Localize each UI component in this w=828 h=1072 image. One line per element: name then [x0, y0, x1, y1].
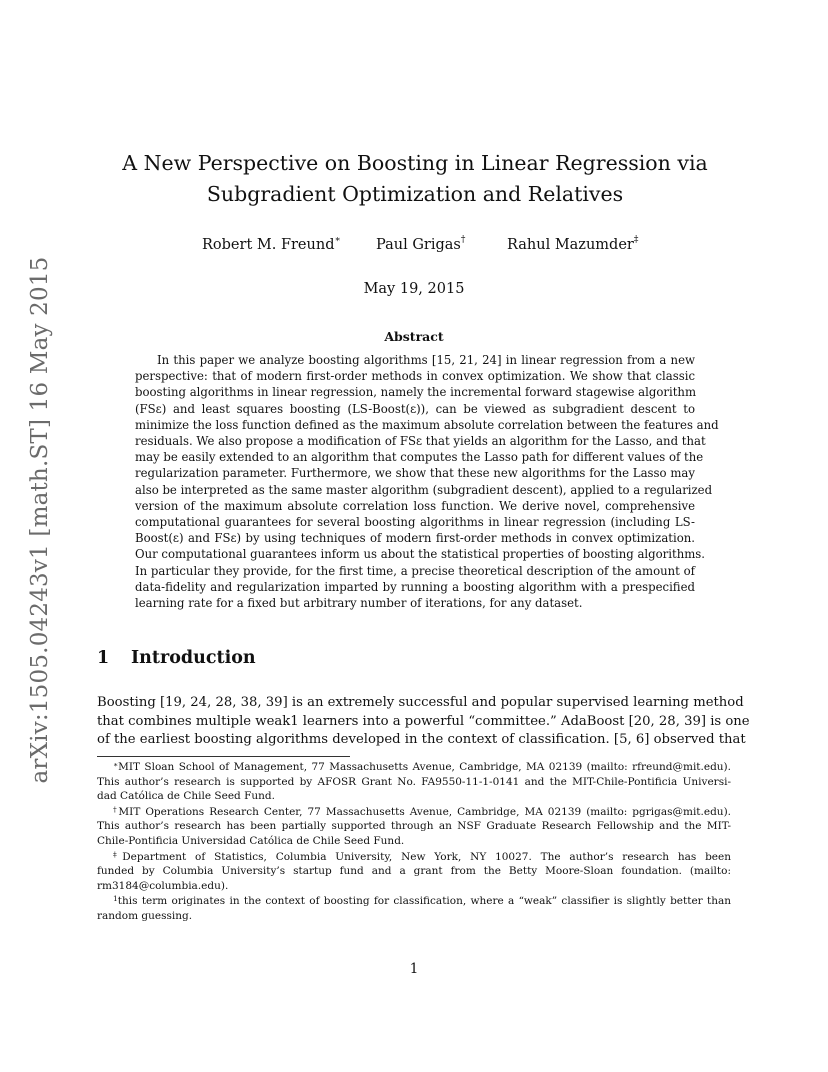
abstract-line: learning rate for a fixed but arbitrary number of iterations, for any dataset.: [135, 596, 583, 611]
footnotes: [97, 760, 731, 925]
footnote-text: MIT Sloan School of Management, 77 Massachusetts Avenue, Cambridge, MA 02139 (mailto: rfreund@mit.edu).: [118, 761, 731, 773]
abstract-line: boosting algorithms in linear regression, namely the incremental forward stagewise algorithm: [135, 385, 697, 400]
abstract-line: computational guarantees for several boosting algorithms in linear regression (including LS-: [135, 515, 695, 530]
footnote-mark: ‡: [113, 849, 123, 859]
abstract-line: version of the maximum absolute correlation loss function. We derive novel, comprehensive: [135, 498, 695, 513]
abstract-line: (FSε) and least squares boosting (LS-Boost(ε)), can be viewed as subgradient descent to: [135, 401, 695, 416]
author-name: Paul Grigas: [376, 237, 461, 253]
author-mazumder: [507, 237, 638, 253]
footnote-line: This author’s research has been partially supported through an NSF Graduate Research Fellowship and the MIT-: [97, 820, 731, 833]
abstract-heading: Abstract: [384, 329, 444, 344]
paper-title: [120, 148, 710, 210]
author-mark: ‡: [633, 235, 639, 245]
footnote-grigas: [97, 805, 731, 849]
introduction-body: [97, 694, 750, 750]
footnote-line: This author’s research is supported by AFOSR Grant No. FA9550-11-1-0141 and the MIT-Chile-Pontificia Universi-: [97, 775, 731, 788]
abstract-line: In particular they provide, for the first time, a precise theoretical description of the amount of: [135, 563, 695, 578]
author-grigas: [376, 237, 465, 253]
intro-line: Boosting [19, 24, 28, 38, 39] is an extremely successful and popular supervised learning method: [97, 695, 744, 710]
abstract-line: also be interpreted as the same master algorithm (subgradient descent), applied to a regularized: [135, 482, 713, 497]
footnote-line: [97, 805, 731, 820]
page-number: 1: [409, 961, 419, 977]
author-mark: †: [460, 235, 466, 245]
footnote-line: Chile-Pontificia Universidad Católica de Chile Seed Fund.: [97, 834, 405, 847]
footnote-text: MIT Operations Research Center, 77 Massachusetts Avenue, Cambridge, MA 02139 (mailto: pgrigas@mit.edu).: [118, 805, 731, 818]
footnote-line: funded by Columbia University’s startup fund and a grant from the Betty Moore-Sloan foundation. (mailto:: [97, 865, 731, 878]
abstract-line: In this paper we analyze boosting algorithms [15, 21, 24] in linear regression from a new: [157, 353, 695, 367]
abstract-line: may be easily extended to an algorithm that computes the Lasso path for different values of the: [135, 450, 704, 465]
abstract-line: residuals. We also propose a modification of FSε that yields an algorithm for the Lasso, and that: [135, 434, 706, 449]
intro-line: that combines multiple weak1 learners into a powerful “committee.” AdaBoost [20, 28, 39] is one: [97, 713, 750, 729]
paper-date: May 19, 2015: [363, 281, 465, 297]
title-line-1: A New Perspective on Boosting in Linear Regression via: [122, 151, 708, 175]
abstract-body: [135, 352, 719, 611]
footnote-rule: [97, 756, 350, 757]
abstract-line: Boost(ε) and FSε) by using techniques of modern first-order methods in convex optimization.: [135, 531, 695, 546]
footnote-freund: [97, 760, 731, 804]
footnote-line: [97, 850, 731, 865]
footnote-line: rm3184@columbia.edu).: [97, 879, 229, 892]
footnote-mark: 1: [113, 894, 118, 904]
footnote-mazumder: [97, 850, 731, 894]
footnote-weak: [97, 894, 731, 923]
author-mark: ∗: [334, 235, 341, 245]
footnote-text: this term originates in the context of boosting for classification, where a “weak” classifier is slightly better than: [117, 895, 731, 908]
footnote-text: Department of Statistics, Columbia University, New York, NY 10027. The author’s research has been: [122, 850, 731, 863]
section-title: Introduction: [131, 648, 256, 668]
footnote-line: random guessing.: [97, 909, 193, 922]
section-number: 1: [97, 648, 110, 668]
footnote-line: [97, 894, 731, 909]
abstract-line: minimize the loss function defined as the maximum absolute correlation between the features and: [135, 417, 719, 432]
footnote-line: dad Católica de Chile Seed Fund.: [97, 790, 275, 803]
author-name: Robert M. Freund: [202, 237, 335, 253]
title-line-2: Subgradient Optimization and Relatives: [206, 182, 624, 206]
section-heading: [97, 648, 256, 668]
abstract-line: data-fidelity and regularization imparted by running a boosting algorithm with a prespecified: [135, 579, 695, 594]
author-name: Rahul Mazumder: [507, 237, 634, 253]
abstract-line: regularization parameter. Furthermore, we show that these new algorithms for the Lasso may: [135, 466, 695, 481]
abstract-line: perspective: that of modern first-order methods in convex optimization. We show that classic: [135, 369, 695, 384]
footnote-mark: †: [113, 804, 119, 814]
abstract-line: Our computational guarantees inform us about the statistical properties of boosting algorithms.: [135, 547, 706, 562]
footnote-line: [97, 760, 731, 775]
author-freund: [202, 237, 341, 253]
intro-line: of the earliest boosting algorithms developed in the context of classification. [5, 6] observed that: [97, 732, 746, 747]
arxiv-stamp-text: arXiv:1505.04243v1 [math.ST] 16 May 2015: [27, 256, 53, 784]
footnote-mark: ∗: [113, 760, 119, 769]
